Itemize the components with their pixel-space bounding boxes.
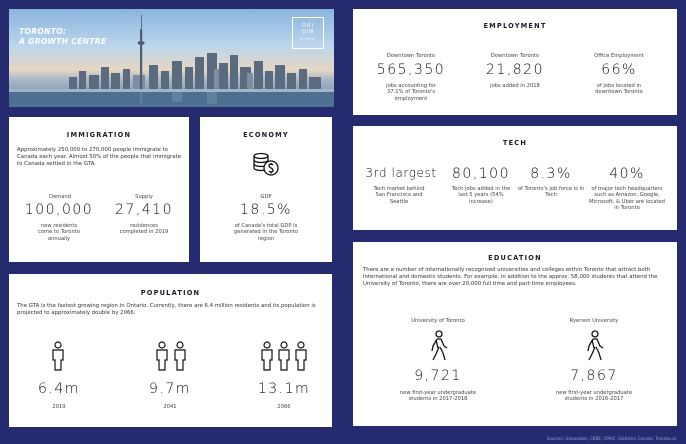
employment-value-2: 21,820 [486, 62, 544, 78]
immigration-card [9, 117, 189, 262]
economy-card [200, 117, 332, 262]
education-label-2: Ryerson University [569, 318, 619, 324]
education-title: EDUCATION [488, 254, 542, 262]
sources-footnote: Sources: Urbanation, CBRE, CMHC, Statistics Canada, Toronto.ca [546, 436, 676, 441]
gdp-desc: of Canada's total GDP is generated in the Toronto region [233, 223, 299, 242]
employment-value-1: 565,350 [376, 62, 446, 78]
person-icon [51, 341, 65, 371]
gdp-label: GDP [260, 194, 272, 200]
population-year-2066: 2066 [277, 404, 291, 410]
hero-image [9, 9, 334, 107]
coins-icon [251, 149, 281, 179]
employment-title: EMPLOYMENT [483, 22, 547, 30]
tech-desc-2: Tech jobs added in the last 5 years (54% increase) [451, 186, 511, 205]
gdp-value: 18.5% [240, 202, 292, 218]
tech-title: TECH [502, 139, 528, 147]
tech-value-3: 8.3% [530, 166, 572, 182]
tech-value-2: 80,100 [452, 166, 510, 182]
immigration-title: IMMIGRATION [66, 131, 132, 139]
population-value-2066: 13.1m [257, 381, 311, 397]
origin-logo: ORI GIN SPACE [292, 17, 324, 49]
population-year-2041: 2041 [163, 404, 177, 410]
tech-value-4: 40% [609, 166, 645, 182]
tech-desc-4: of major tech headquarters such as Amazon, Google, Microsoft, & Uber are located in Toronto [589, 186, 665, 212]
employment-desc-1: jobs accounting for 37.1% of Toronto's employment [386, 83, 436, 102]
employment-value-3: 66% [601, 62, 637, 78]
population-year-2019: 2019 [52, 404, 66, 410]
tech-value-1: 3rd largest [365, 166, 437, 180]
demand-label: Demand [49, 194, 71, 200]
employment-desc-3: of jobs located in downtown Toronto [595, 83, 643, 96]
employment-label-1: Downtown Toronto [386, 53, 436, 59]
education-card [353, 242, 677, 426]
employment-card [353, 9, 677, 115]
education-value-2: 7,867 [570, 368, 618, 384]
tech-desc-3: of Toronto's job force is in Tech [517, 186, 585, 199]
three-people-icon [260, 341, 308, 371]
tech-desc-1: Tech market behind San Francisco and Seattle [373, 186, 425, 205]
education-desc-2: new first-year undergraduate students in 2016-2017 [555, 390, 633, 403]
education-value-1: 9,721 [414, 368, 462, 384]
immigration-text: Approximately 250,000 to 270,000 people immigrate to Canada each year. Almost 50% of the people that immigrate to Canada settled in the GTA. [17, 147, 181, 167]
supply-value: 27,410 [115, 202, 173, 218]
skyline-illustration [9, 9, 334, 107]
demand-value: 100,000 [24, 202, 94, 218]
walking-person-icon [583, 330, 605, 362]
population-text: The GTA is the fastest growing region in Ontario. Currently, there are 6.4 million residents and its population is projected to approximately double by 2066. [17, 303, 316, 316]
two-people-icon [155, 341, 187, 371]
economy-title: ECONOMY [243, 131, 289, 139]
population-value-2041: 9.7m [149, 381, 191, 397]
tech-card [353, 126, 677, 230]
education-desc-1: new first-year undergraduate students in 2017-2018 [399, 390, 477, 403]
hero-title: TORONTO: A GROWTH CENTRE [19, 27, 107, 46]
population-card [9, 274, 332, 427]
employment-label-3: Office Employment [594, 53, 644, 59]
walking-person-icon [427, 330, 449, 362]
population-value-2019: 6.4m [38, 381, 80, 397]
demand-desc: new residents come to Toronto annually [38, 223, 80, 242]
education-text: There are a number of internationally recognized universities and colleges within Toronto that attract both international and domestic students. For example, in addition to the approx. 58,000 students that attend the University of Toronto, there are over 20,000 full time and part-time employees. [363, 267, 658, 287]
employment-desc-2: jobs added in 2018 [490, 83, 540, 89]
population-title: POPULATION [140, 289, 201, 297]
supply-label: Supply [135, 194, 153, 200]
supply-desc: residences completed in 2019 [119, 223, 169, 236]
employment-label-2: Downtown Toronto [490, 53, 540, 59]
education-label-1: University of Toronto [411, 318, 465, 324]
